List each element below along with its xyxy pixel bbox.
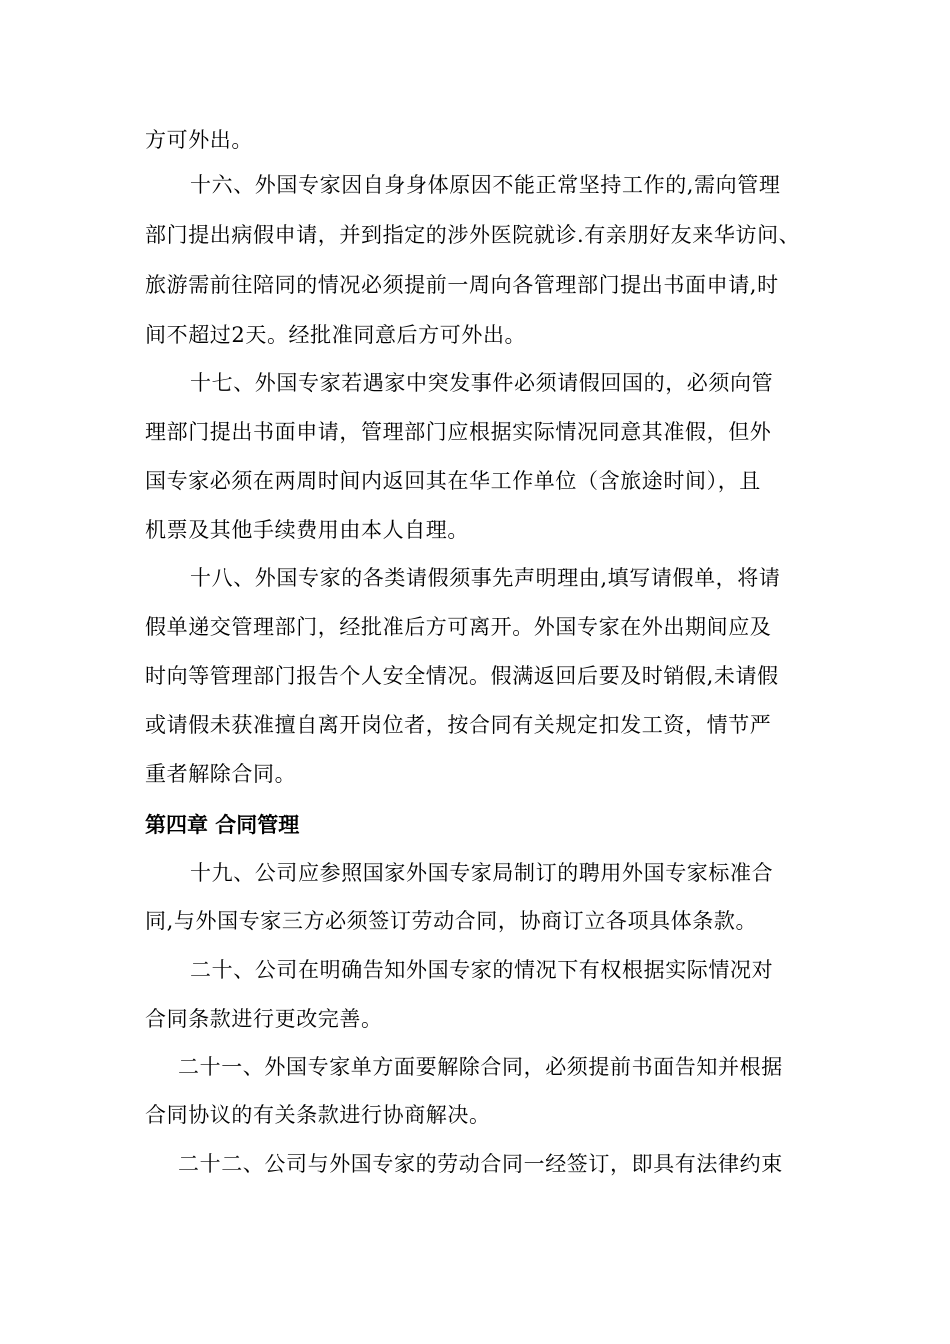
text-line: 十八、外国专家的各类请假须事先声明理由,填写请假单，将请 <box>190 566 781 590</box>
text-line: 部门提出病假申请，并到指定的涉外医院就诊.有亲朋好友来华访问、 <box>145 223 801 247</box>
text-line: 十七、外国专家若遇家中突发事件必须请假回国的，必须向管 <box>190 371 774 395</box>
text-line: 十九、公司应参照国家外国专家局制订的聘用外国专家标准合 <box>190 861 774 885</box>
text-line: 二十一、外国专家单方面要解除合同，必须提前书面告知并根据 <box>178 1055 783 1079</box>
text-line: 时向等管理部门报告个人安全情况。假满返回后要及时销假,未请假 <box>145 664 779 688</box>
chapter-heading: 第四章 合同管理 <box>145 813 300 837</box>
text-line: 合同条款进行更改完善。 <box>145 1007 383 1031</box>
text-line: 理部门提出书面申请，管理部门应根据实际情况同意其准假，但外 <box>145 420 772 444</box>
text-line: 间不超过2天。经批准同意后方可外出。 <box>145 323 527 347</box>
text-line: 机票及其他手续费用由本人自理。 <box>145 518 469 542</box>
text-line: 二十二、公司与外国专家的劳动合同一经签订，即具有法律约束 <box>178 1152 783 1176</box>
text-line: 二十、公司在明确告知外国专家的情况下有权根据实际情况对 <box>190 958 774 982</box>
text-line: 同,与外国专家三方必须签订劳动合同，协商订立各项具体条款。 <box>145 909 758 933</box>
text-line: 方可外出。 <box>145 128 253 152</box>
text-line: 假单递交管理部门，经批准后方可离开。外国专家在外出期间应及 <box>145 615 772 639</box>
text-line: 重者解除合同。 <box>145 762 297 786</box>
text-line: 十六、外国专家因自身身体原因不能正常坚持工作的,需向管理 <box>190 173 781 197</box>
text-line: 或请假未获准擅自离开岗位者，按合同有关规定扣发工资，情节严 <box>145 713 772 737</box>
text-line: 旅游需前往陪同的情况必须提前一周向各管理部门提出书面申请,时 <box>145 273 779 297</box>
text-line: 合同协议的有关条款进行协商解决。 <box>145 1103 491 1127</box>
text-line: 国专家必须在两周时间内返回其在华工作单位（含旅途时间），且 <box>145 469 761 493</box>
